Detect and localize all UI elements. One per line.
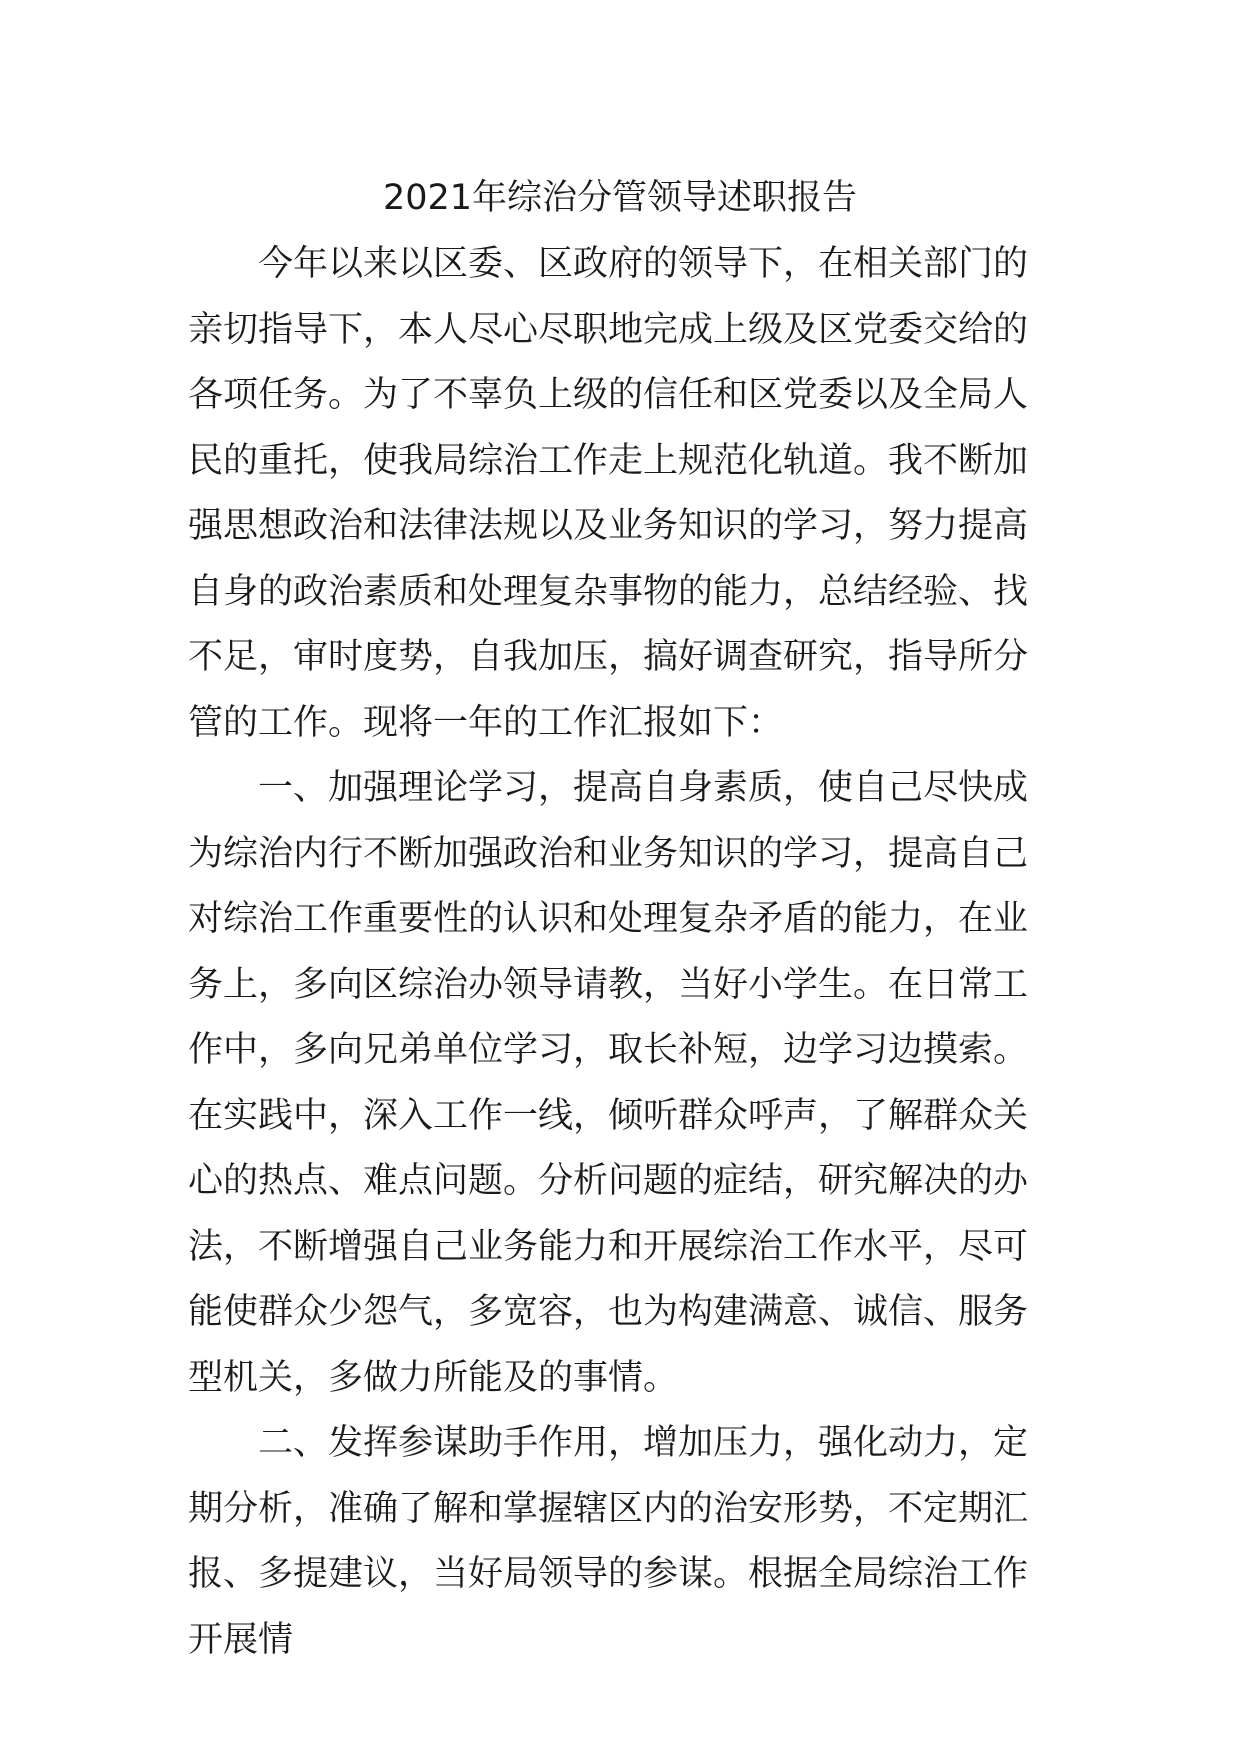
document-body <box>188 232 1028 1673</box>
document-title: 2021年综治分管领导述职报告 <box>382 178 858 218</box>
paragraph-section-2: 二、发挥参谋助手作用，增加压力，强化动力，定期分析，准确了解和掌握辖区内的治安形势，不定期汇报、多提建议，当好局领导的参谋。根据全局综治工作开展情 <box>188 1423 1029 1660</box>
paragraph-intro: 今年以来以区委、区政府的领导下，在相关部门的亲切指导下，本人尽心尽职地完成上级及区党委交给的各项任务。为了不辜负上级的信任和区党委以及全局人民的重托，使我局综治工作走上规范化轨道。我不断加强思想政治和法律法规以及业务知识的学习，努力提高自身的政治素质和处理复杂事物的能力，总结经验、找不足，审时度势，自我加压，搞好调查研究，指导所分管的工作。现将一年的工作汇报如下： <box>188 244 1029 743</box>
paragraph-section-1: 一、加强理论学习，提高自身素质，使自己尽快成为综治内行不断加强政治和业务知识的学习，提高自己对综治工作重要性的认识和处理复杂矛盾的能力，在业务上，多向区综治办领导请教，当好小学生。在日常工作中，多向兄弟单位学习，取长补短，边学习边摸索。在实践中，深入工作一线，倾听群众呼声，了解群众关心的热点、难点问题。分析问题的症结，研究解决的办法，不断增强自己业务能力和开展综治工作水平，尽可能使群众少怨气，多宽容，也为构建满意、诚信、服务型机关，多做力所能及的事情。 <box>188 768 1029 1398</box>
